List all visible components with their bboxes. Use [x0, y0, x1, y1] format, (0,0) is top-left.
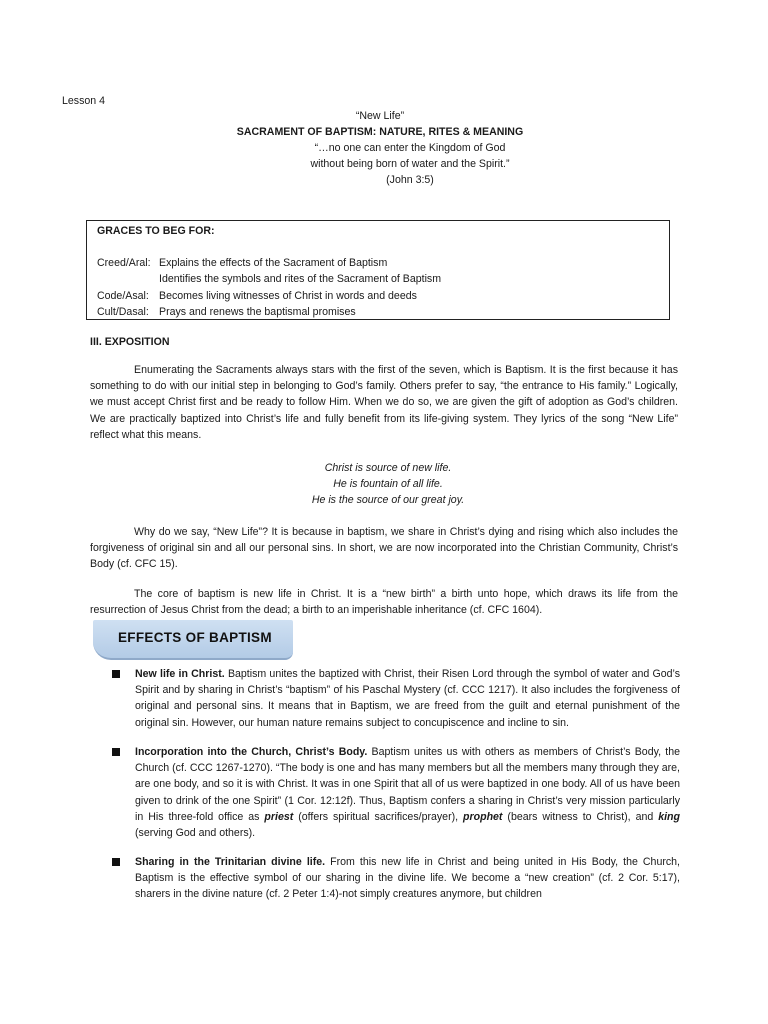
- graces-row-label: [97, 271, 159, 287]
- song-lyrics: [268, 460, 508, 509]
- graces-row-value: Becomes living witnesses of Christ in words and deeds: [159, 289, 417, 302]
- song-line: He is fountain of all life.: [333, 478, 443, 491]
- effects-banner: [93, 620, 293, 660]
- bullet-emphasis: king: [658, 810, 680, 823]
- exposition-paragraph-3: [90, 586, 678, 618]
- lesson-title-block: [230, 108, 530, 140]
- quote-line-1: “…no one can enter the Kingdom of God: [314, 142, 506, 154]
- graces-row: [97, 304, 659, 320]
- bullet-emphasis: prophet: [463, 810, 503, 823]
- square-bullet-icon: [112, 748, 120, 756]
- paragraph-text: Why do we say, “New Life”? It is because in baptism, we share in Christ’s dying and rising which also includes the forgiveness of original sin and all our personal sins. In short, we are now incorporated into the Christian Community, Christ’s Body (cf. CFC 15).: [90, 526, 678, 571]
- effect-bullet-1: [112, 666, 680, 731]
- graces-row-label: Cult/Dasal:: [97, 305, 149, 318]
- graces-row: [97, 255, 659, 271]
- scripture-quote: [260, 140, 560, 189]
- exposition-heading: III. EXPOSITION: [90, 336, 170, 348]
- graces-row-value: Identifies the symbols and rites of the Sacrament of Baptism: [159, 273, 442, 286]
- bullet-lead: Sharing in the Trinitarian divine life.: [135, 856, 326, 868]
- bullet-body: From this new life in Christ and being united in His Body, the Church, Baptism is the effective symbol of our sharing in the divine life. We become a “new creation” (cf. 2 Cor. 5:17), sharers in the divine nature (cf. 2 Peter 1:4)-not simply creatures anymore, but children: [135, 856, 680, 901]
- lesson-number: Lesson 4: [62, 95, 105, 107]
- effect-bullet-3: [112, 854, 680, 903]
- effect-bullet-2: [112, 744, 680, 841]
- song-line: Christ is source of new life.: [324, 462, 452, 474]
- lesson-subtitle: SACRAMENT OF BAPTISM: NATURE, RITES & MEANING: [236, 126, 524, 139]
- bullet-body: (offers spiritual sacrifices/prayer),: [293, 810, 464, 823]
- lesson-title: “New Life”: [355, 110, 405, 122]
- exposition-paragraph-1: [90, 362, 678, 443]
- exposition-paragraph-2: [90, 524, 678, 573]
- bullet-body: (serving God and others).: [135, 827, 256, 840]
- effects-banner-title: EFFECTS OF BAPTISM: [118, 630, 272, 645]
- graces-box: [86, 220, 670, 320]
- graces-row: [97, 288, 659, 304]
- graces-title: GRACES TO BEG FOR:: [97, 225, 215, 237]
- quote-reference: (John 3:5): [386, 174, 434, 187]
- song-line: He is the source of our great joy.: [311, 494, 465, 507]
- graces-row: [97, 271, 659, 287]
- graces-row-value: Prays and renews the baptismal promises: [159, 305, 356, 318]
- bullet-body: Baptism unites us with others as members of Christ’s Body, the Church (cf. CCC 1267-1270). “The body is one and has many members but all the members many through they are, are one body, and so it is with Christ. It was in one Spirit that all of us were baptized in one body. All of us have been given to drink of the one Spirit” (1 Cor. 12:12f). Thus, Baptism confers a sharing in Christ’s very mission particularly in His three-fold office as: [135, 746, 680, 823]
- bullet-body: Baptism unites the baptized with Christ, their Risen Lord through the symbol of water and God’s Spirit and by sharing in Christ’s “baptism” of his Paschal Mystery (cf. CCC 1217). It also includes the forgiveness of original and personal sins. It means that in Baptism, we are freed from the guilt and eternal punishment of the original sin. However, our human nature remains subject to concupiscence and incline to sin.: [135, 668, 680, 729]
- quote-line-2: without being born of water and the Spirit.”: [310, 158, 510, 171]
- graces-row-label: Creed/Aral:: [97, 257, 151, 270]
- bullet-text: [135, 854, 680, 903]
- paragraph-text: The core of baptism is new life in Christ. It is a “new birth” a birth unto hope, which draws its life from the resurrection of Jesus Christ from the dead; a birth to an imperishable inheritance (cf. CFC 1604).: [90, 588, 678, 617]
- bullet-lead: Incorporation into the Church, Christ’s Body.: [135, 746, 368, 758]
- square-bullet-icon: [112, 858, 120, 866]
- graces-row-value: Explains the effects of the Sacrament of Baptism: [159, 257, 388, 270]
- bullet-body: (bears witness to Christ), and: [502, 810, 659, 823]
- bullet-text: [135, 744, 680, 841]
- square-bullet-icon: [112, 670, 120, 678]
- paragraph-text: Enumerating the Sacraments always stars with the first of the seven, which is Baptism. It is the first because it has something to do with our initial step in belonging to God’s family. Others prefer to say, “the entrance to His family.” Logically, we must accept Christ first and be ready to follow Him. When we do so, we are given the gift of adoption as God’s children. We are practically baptized into Christ’s life and fully benefit from its life-giving system. They lyrics of the song “New Life” reflect what this means.: [90, 364, 678, 441]
- bullet-text: [135, 666, 680, 731]
- graces-row-label: Code/Asal:: [97, 289, 149, 302]
- bullet-emphasis: priest: [264, 810, 294, 823]
- bullet-lead: New life in Christ.: [135, 668, 225, 680]
